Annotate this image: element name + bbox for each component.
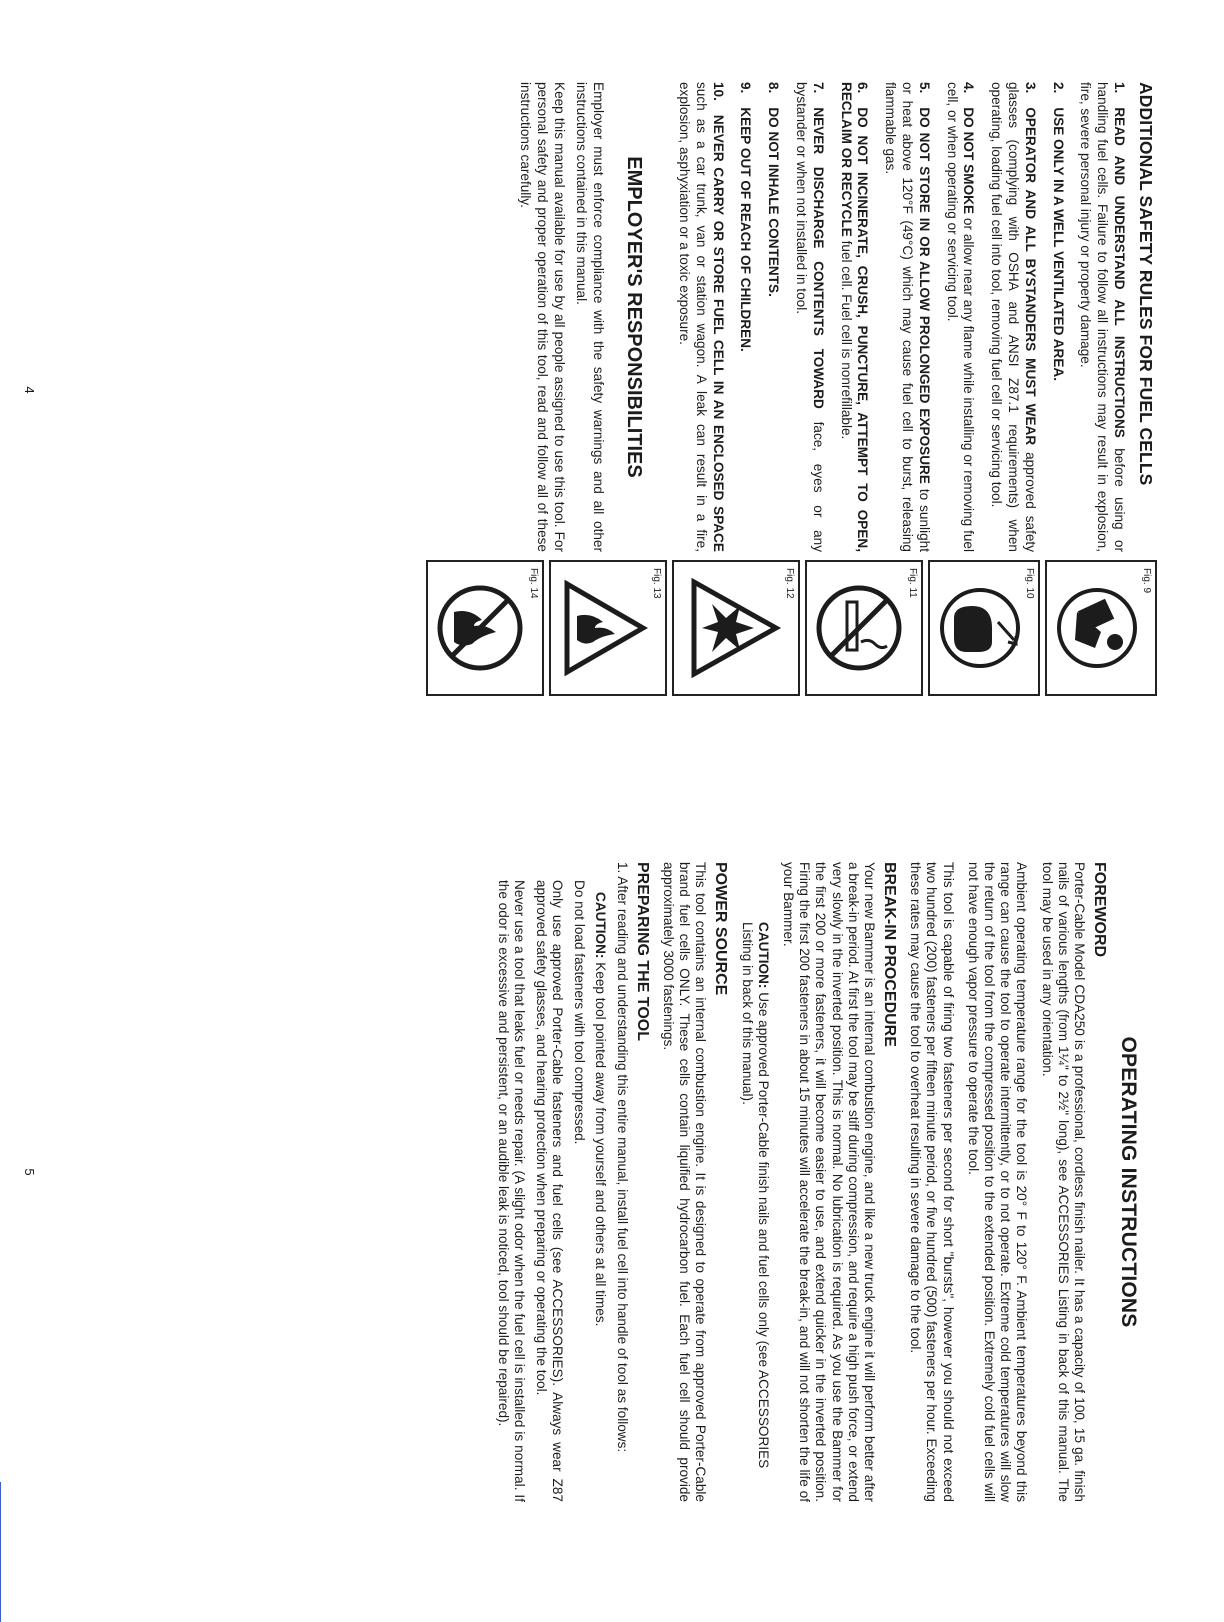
figure-13 (549, 560, 667, 696)
employer-title: EMPLOYER'S RESPONSIBILITIES (623, 156, 646, 478)
ambient-text: Ambient operating temperature range for the tool is 20° F to 120° F. Ambient temperatures beyond this range can cause the tool to operate intermittently, or to not operate. Extreme cold temperatures will slow the return of the tool from the compressed position to the extended position. Extremely cold fuel cells will not have enough vapor pressure to operate the tool. (965, 862, 1030, 1502)
rule-number: 1. (1112, 82, 1127, 94)
explosion-hazard-icon (674, 562, 798, 694)
footer-line (0, 1482, 1, 1622)
rule-emphasis: KEEP OUT OF REACH OF CHILDREN. (738, 107, 754, 352)
instruction-text: Only use approved Porter-Cable fasteners and fuel cells (see ACCESSORIES). Always wear Z87 approved safety glasses, and hearing protection when preparing or operating the tool. (533, 880, 566, 1502)
safety-rule (737, 82, 754, 552)
step-1: 1. After reading and understanding this entire manual, install fuel cell into handle of tool as follows: (614, 862, 630, 1453)
figure-label: Fig. 10 (1024, 568, 1035, 599)
rules-list (675, 82, 1127, 552)
rule-emphasis: USE ONLY IN A WELL VENTILATED AREA. (1050, 107, 1066, 382)
read-manual-icon (1047, 562, 1155, 694)
operating-column (488, 862, 1140, 1502)
rule-number: 9. (738, 82, 754, 94)
safety-rule (675, 82, 725, 552)
page-4 (0, 0, 1224, 792)
instruction-text: Never use a tool that leaks fuel or needs repair. (A slight odor when the fuel cell is installed is normal. If the odor is excessive and persistent, or an audible leak is noticed, tool should be repaired). (495, 880, 527, 1502)
rule-emphasis: DO NOT STORE IN OR ALLOW PROLONGED EXPOSURE (916, 107, 932, 484)
caution-label: CAUTION: (755, 922, 771, 989)
figure-label: Fig. 12 (784, 568, 795, 599)
safety-rule (881, 82, 931, 552)
rule-text: before using or handling fuel cells. Failure to follow all instructions may result in explosion, fire, severe personal injury or property damage. (1078, 82, 1127, 552)
rule-number: 2. (1050, 82, 1066, 94)
rule-text: face, eyes or any bystander or when not installed in tool. (794, 82, 826, 552)
caution-note (591, 892, 607, 1502)
rule-emphasis: OPERATOR AND ALL BYSTANDERS MUST WEAR (1022, 107, 1038, 446)
safety-rule (837, 82, 871, 552)
operating-title: OPERATING INSTRUCTIONS (1117, 1036, 1140, 1328)
figure-12 (672, 560, 800, 696)
rule-emphasis: READ AND UNDERSTAND ALL INSTRUCTIONS (1112, 107, 1127, 438)
rule-number: 8. (766, 82, 782, 94)
rule-number: 10. (710, 82, 726, 101)
figure-9 (1045, 560, 1157, 696)
figure-14 (426, 560, 544, 696)
caution-text: Use approved Porter-Cable finish nails and fuel cells only (see ACCESSORIES Listing in back of this manual). (739, 922, 771, 1469)
rule-text: to sunlight or heat above 120°F (49°C) which may cause fuel cell to burst, releasing flammable gas. (883, 82, 932, 552)
safety-rule (1049, 82, 1066, 552)
breakin-text: Your new Bammer is an internal combustion engine, and like a new truck engine it will perform better after a break-in period. At first the tool may be stiff during compression, and require a high push force, or extend very slowly in the inverted position. This is normal. No lubrication is required. As you use the Bammer for the first 200 or more fasteners, it will become easier to use, and extend quicker in the inverted position. Firing the first 200 fasteners in about 15 minutes will accelerate the break-in, and will not shorten the life of your Bammer. (780, 862, 877, 1502)
rule-emphasis: DO NOT INCINERATE, CRUSH, PUNCTURE, ATTEMPT TO OPEN, RECLAIM OR RECYCLE (838, 82, 871, 552)
rule-number: 7. (810, 82, 826, 94)
caution-note (738, 922, 770, 1502)
rule-text: fuel cell. Fuel cell is nonrefillable. (838, 236, 854, 440)
rule-number: 4. (961, 82, 977, 94)
employer-paragraph: Keep this manual available for use by all people assigned to use this tool. For personal safety and proper operation of this tool, read and follow all of these instructions carefully. (518, 82, 567, 552)
figure-11 (805, 560, 923, 696)
no-smoking-icon (807, 562, 921, 694)
employer-paragraph: Employer must enforce compliance with the safety warnings and all other instructions contained in this manual. (574, 82, 607, 552)
safety-glasses-icon (930, 562, 1038, 694)
foreword-heading: FOREWORD (1091, 862, 1108, 958)
figure-10 (928, 560, 1040, 696)
power-text: This tool contains an internal combustion engine. It is designed to operate from approved Porter-Cable brand fuel cells ONLY. These cells contain liquified hydrocarbon fuel. Each fuel cell should provide approximately 3000 fastenings. (660, 862, 709, 1502)
rule-text: approved safety glasses (complying with OSHA and ANSI Z87.1 requirements) when operating, loading fuel cell into tool, removing fuel cell or servicing tool. (989, 82, 1038, 552)
rule-emphasis: DO NOT INHALE CONTENTS. (766, 107, 782, 297)
safety-rule (987, 82, 1037, 552)
foreword-text: Porter-Cable Model CDA250 is a professional, cordless finish nailer. It has a capacity of 100, 15 ga. finish nails of various lengths (from 1¼" to 2½" long), see ACCESSORIES Listing in back of this manual. The tool may be used in any orientation. (1039, 862, 1087, 1502)
figure-label: Fig. 14 (528, 568, 539, 599)
page-number: 5 (22, 1168, 37, 1176)
power-heading: POWER SOURCE (712, 862, 730, 996)
safety-rule (792, 82, 826, 552)
flammable-warning-icon (551, 562, 665, 694)
safety-rule (764, 82, 781, 552)
figure-label: Fig. 13 (651, 568, 662, 599)
safety-rule (1077, 82, 1127, 552)
caution-label: CAUTION: (592, 892, 608, 959)
rule-emphasis: NEVER CARRY OR STORE FUEL CELL IN AN ENCLOSED SPACE (710, 114, 726, 552)
page-number: 4 (22, 386, 37, 394)
rule-text: such as a car trunk, van or station wagon. A leak can result in a fire, explosion, asphyxiation or a toxic exposure. (677, 82, 709, 552)
preparing-heading: PREPARING THE TOOL (633, 862, 651, 1041)
figure-label: Fig. 9 (1141, 568, 1152, 594)
figure-column (421, 560, 1157, 696)
figure-label: Fig. 11 (907, 568, 918, 598)
firing-text: This tool is capable of firing two fasteners per second for short "bursts", however you should not exceed two hundred (200) fasteners per fifteen minute period, or five hundred (500) fasteners per hour. Exceeding these rates may cause the tool to overheat resulting in severe damage to the tool. (908, 862, 956, 1502)
safety-rules-column (510, 82, 1156, 552)
section-title: ADDITIONAL SAFETY RULES FOR FUEL CELLS (1136, 82, 1156, 486)
rule-number: 6. (855, 82, 871, 94)
caution-text: Keep tool pointed away from yourself and others at all times. (592, 958, 608, 1327)
instruction-text: Do not load fasteners with tool compressed. (572, 880, 588, 1145)
rule-emphasis: DO NOT SMOKE (961, 107, 977, 215)
no-incinerate-icon (428, 562, 542, 694)
rule-text: or allow near any flame while installing or removing fuel cell, or when operating or servicing tool. (944, 82, 977, 552)
rule-number: 3. (1022, 82, 1038, 94)
rule-emphasis: NEVER DISCHARGE CONTENTS TOWARD (810, 107, 826, 409)
page-5 (0, 792, 1224, 1584)
safety-rule (943, 82, 977, 552)
breakin-heading: BREAK-IN PROCEDURE (880, 862, 898, 1047)
rule-number: 5. (916, 82, 932, 94)
